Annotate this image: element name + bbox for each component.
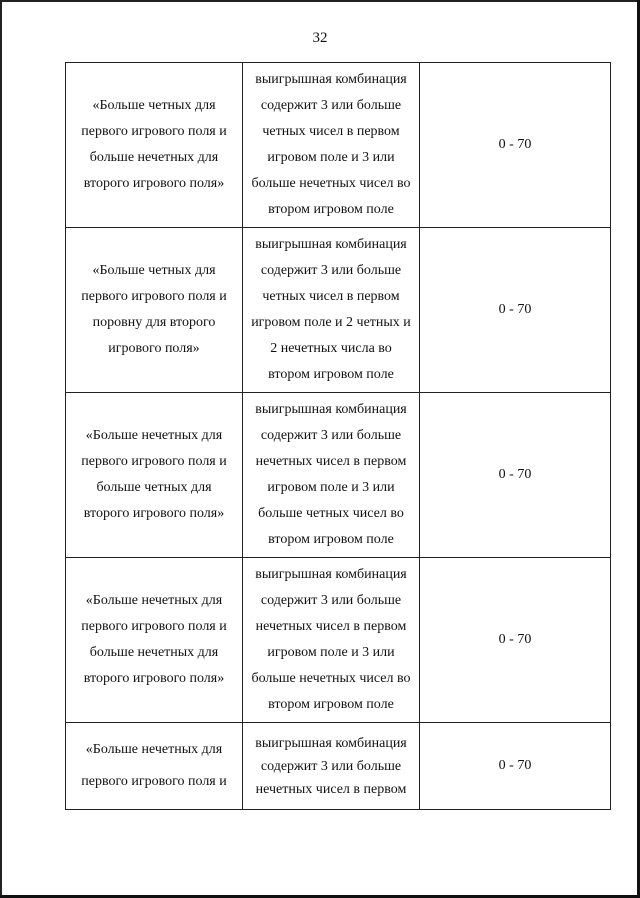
combination-name-cell [66,63,243,228]
condition-line: содержит 3 или больше [260,593,402,608]
value-cell: 0 - 70 [420,723,611,810]
table-row [66,723,611,810]
table-row [66,228,611,393]
combination-name-line: второго игрового поля» [83,671,225,686]
page-number: 32 [312,30,328,46]
condition-line: выигрышная комбинация [255,72,407,87]
condition-line: выигрышная комбинация [255,567,407,582]
scan-edge-top [0,0,640,2]
condition-cell [243,558,420,723]
combination-name-line: второго игрового поля» [83,176,225,191]
condition-cell [243,228,420,393]
condition-cell [243,723,420,810]
combination-name-line: больше четных для [96,480,212,495]
combination-name-line: «Больше четных для [92,98,216,113]
combination-name-line: «Больше нечетных для [85,593,223,608]
condition-line: содержит 3 или больше [260,263,402,278]
condition-line: нечетных чисел в первом [255,619,407,634]
combination-name-line: больше нечетных для [89,150,219,165]
combination-name-line: первого игрового поля и [81,774,227,789]
condition-line: игровом поле и 3 или [267,480,395,495]
combination-name-line: «Больше нечетных для [85,742,223,757]
combination-name-line: больше нечетных для [89,645,219,660]
combination-name-line: игрового поля» [108,341,200,356]
table-row [66,393,611,558]
condition-line: игровом поле и 3 или [267,645,395,660]
value-cell: 0 - 70 [420,558,611,723]
condition-line: больше четных чисел во [258,506,404,521]
condition-line: выигрышная комбинация [255,402,407,417]
combination-name-cell [66,558,243,723]
condition-line: содержит 3 или больше [260,758,402,774]
combination-name-line: поровну для второго [92,315,216,330]
table-row [66,558,611,723]
combination-table [65,62,611,810]
condition-line: четных чисел в первом [262,289,400,304]
condition-line: втором игровом поле [268,202,394,217]
condition-line: выигрышная комбинация [255,735,407,751]
condition-line: втором игровом поле [268,532,394,547]
combination-name-line: первого игрового поля и [81,619,227,634]
combination-name-line: второго игрового поля» [83,506,225,521]
condition-line: выигрышная комбинация [255,237,407,252]
combination-name-line: «Больше нечетных для [85,428,223,443]
condition-line: втором игровом поле [268,367,394,382]
condition-line: игровом поле и 3 или [267,150,395,165]
condition-line: втором игровом поле [268,697,394,712]
condition-cell [243,63,420,228]
condition-line: больше нечетных чисел во [251,671,411,686]
condition-cell [243,393,420,558]
combination-name-line: первого игрового поля и [81,124,227,139]
condition-line: 2 нечетных числа во [270,341,392,356]
scan-edge-left [0,0,2,898]
combination-name-cell [66,228,243,393]
condition-line: нечетных чисел в первом [255,781,407,797]
condition-line: игровом поле и 2 четных и [251,315,411,330]
value-cell: 0 - 70 [420,63,611,228]
value-cell: 0 - 70 [420,393,611,558]
combination-name-line: «Больше четных для [92,263,216,278]
combination-name-line: первого игрового поля и [81,454,227,469]
condition-line: четных чисел в первом [262,124,400,139]
condition-line: нечетных чисел в первом [255,454,407,469]
condition-line: содержит 3 или больше [260,98,402,113]
condition-line: больше нечетных чисел во [251,176,411,191]
table-row [66,63,611,228]
condition-line: содержит 3 или больше [260,428,402,443]
value-cell: 0 - 70 [420,228,611,393]
combination-name-cell [66,723,243,810]
combination-name-line: первого игрового поля и [81,289,227,304]
combination-name-cell [66,393,243,558]
